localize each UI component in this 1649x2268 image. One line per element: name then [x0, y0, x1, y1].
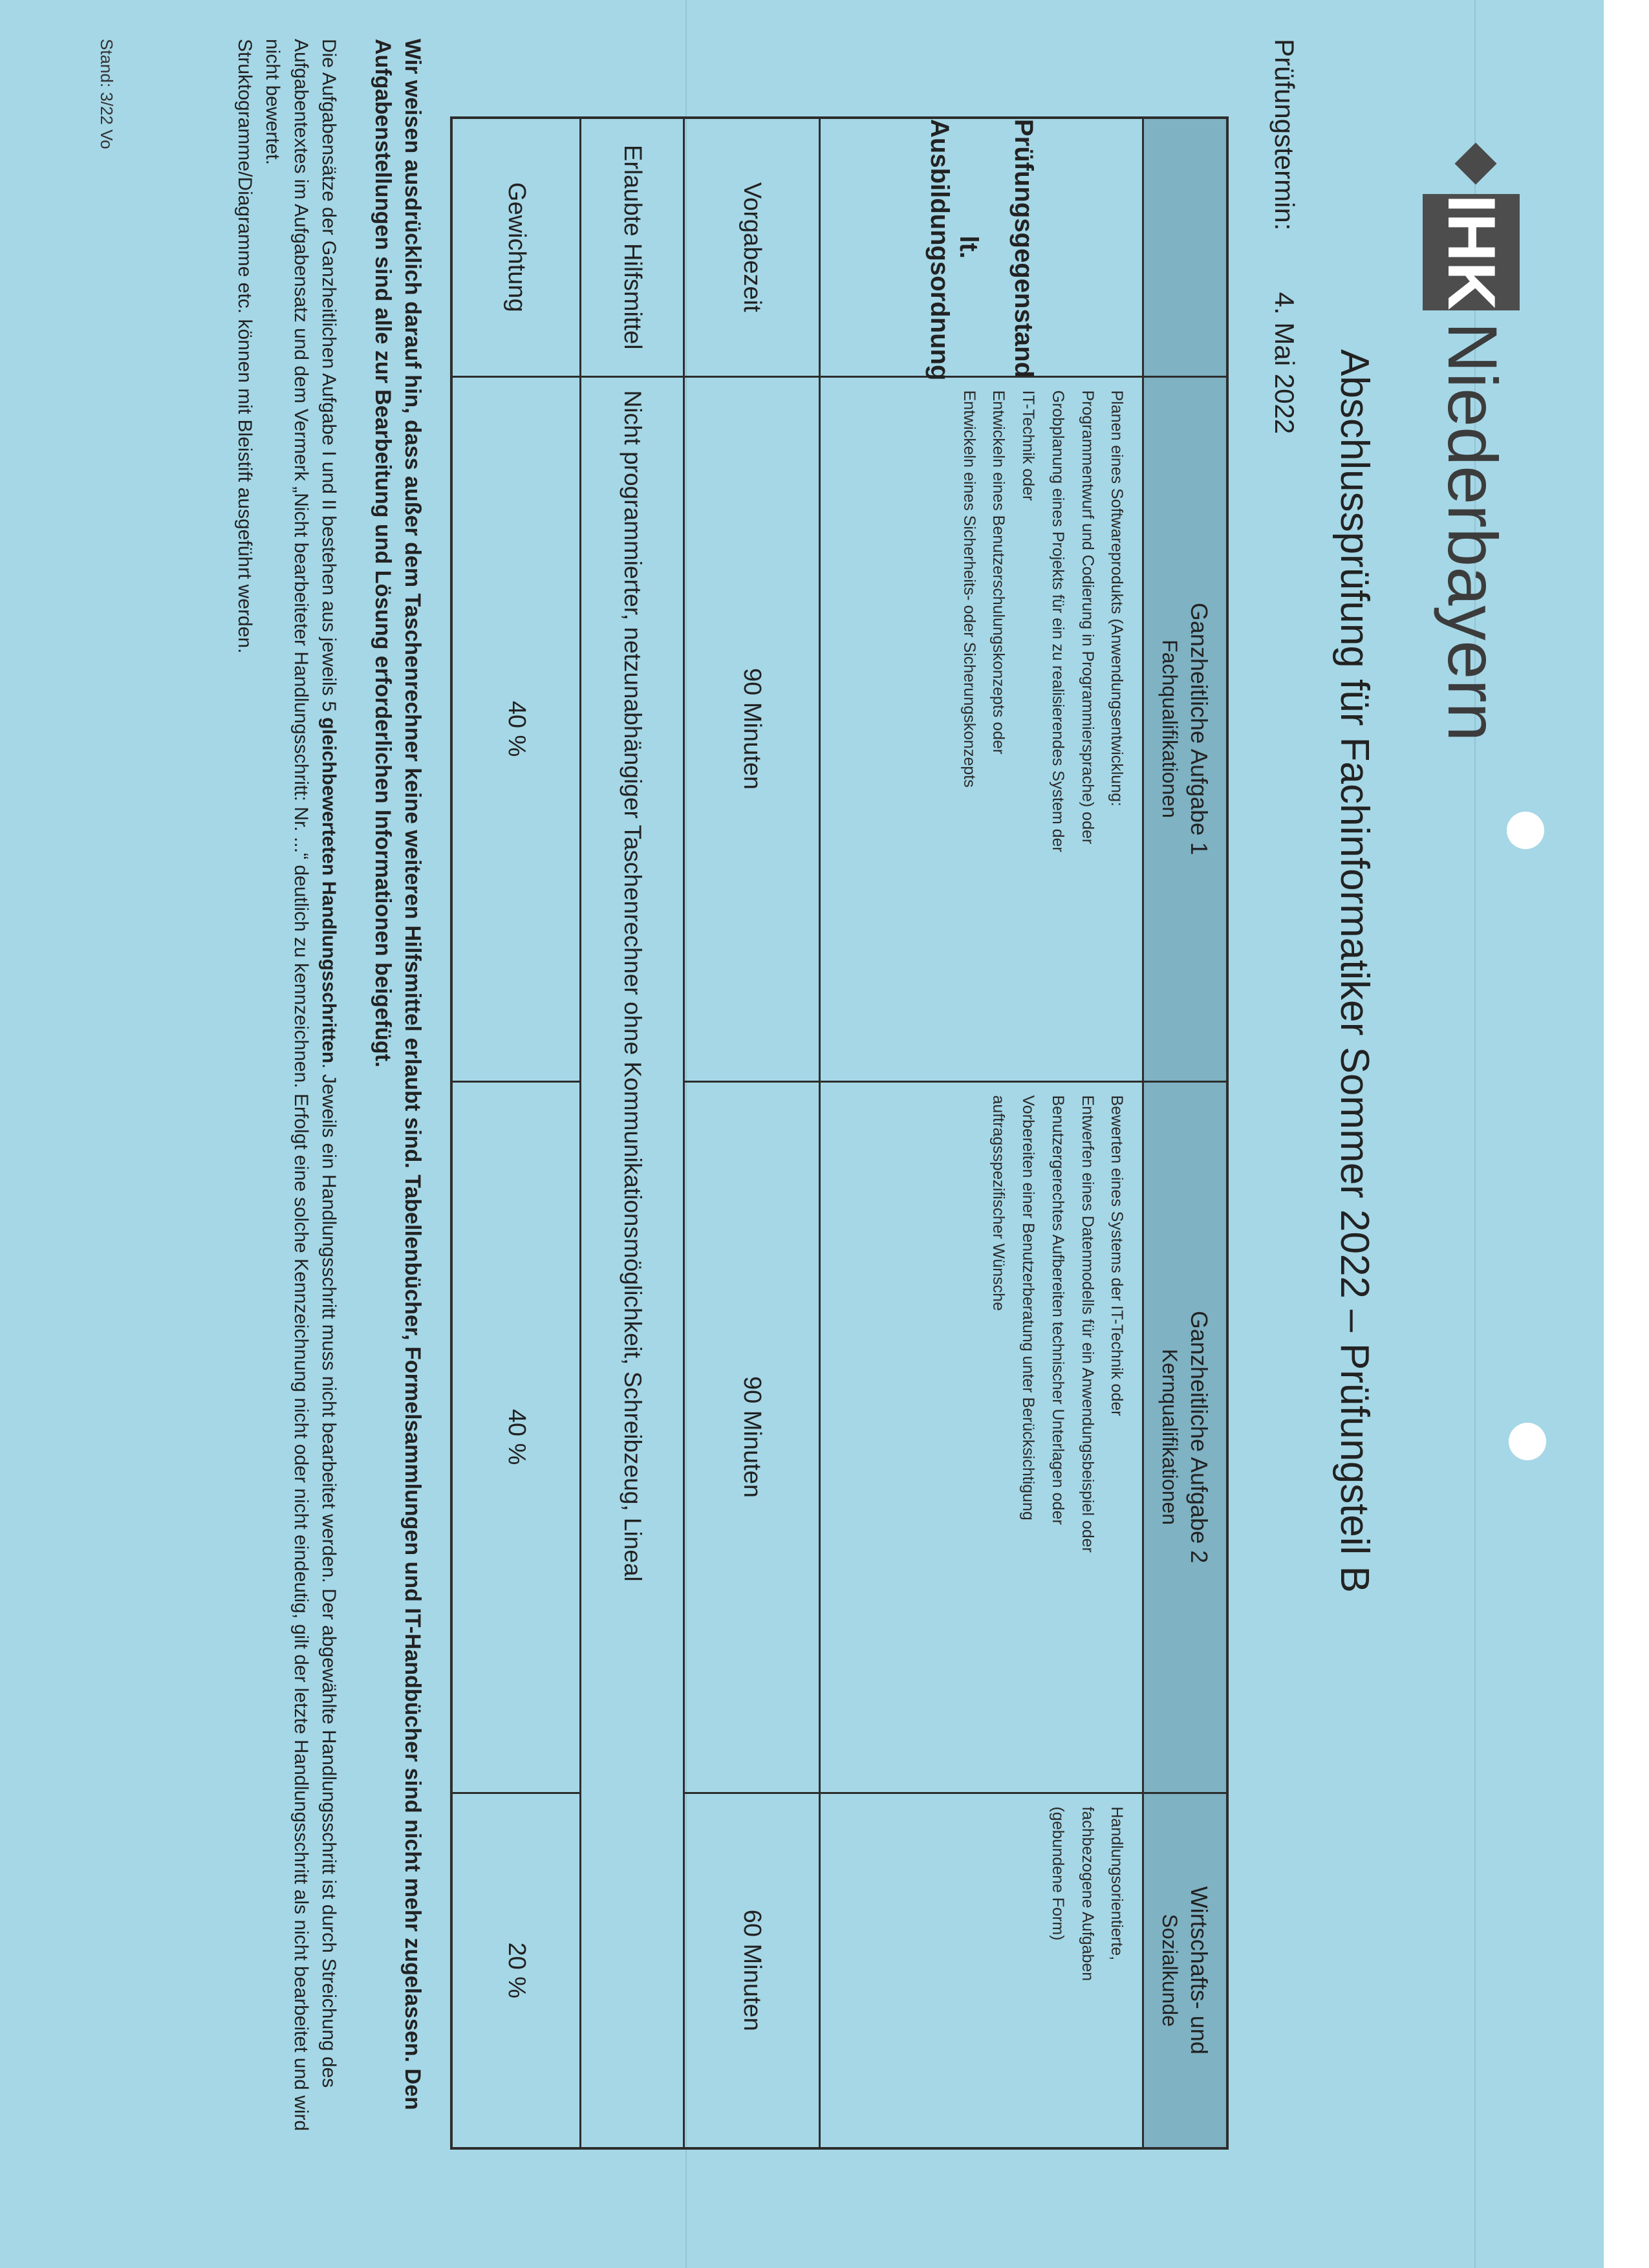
rules-emphasis: gleichbewerteten Handlungsschritten	[318, 717, 340, 1064]
exam-date-label: Prüfungstermin:	[1269, 39, 1300, 231]
page-title: Abschlussprüfung für Fachinformatiker Sommer 2022 – Prüfungsteil B	[1332, 349, 1377, 1593]
subject-line: (gebundene Form)	[1049, 1806, 1067, 1941]
column-header	[1143, 1081, 1227, 1793]
exam-date-value: 4. Mai 2022	[1269, 292, 1300, 435]
status-footer: Stand: 3/22 Vo	[97, 39, 116, 149]
rules-paragraph	[230, 39, 343, 2173]
row-label-time: Vorgabezeit	[684, 118, 820, 376]
subject-line: fachbezogene Aufgaben	[1078, 1806, 1097, 1982]
subject-line: Entwickeln eines Benutzerschulungskonzepts oder	[989, 390, 1008, 755]
subject-line: Benutzergerechtes Aufbereiten technischer Unterlagen oder	[1049, 1095, 1067, 1525]
weight-cell: 40 %	[451, 376, 581, 1081]
column-title: Ganzheitliche Aufgabe 2	[1186, 1310, 1213, 1564]
table-row-tools	[581, 118, 684, 2148]
logo-abbreviation: IHK	[1423, 194, 1520, 310]
rules-text: Die Aufgabensätze der Ganzheitlichen Aufgabe I und II bestehen aus jeweils 5	[318, 39, 340, 718]
column-title: Wirtschafts- und	[1186, 1886, 1213, 2055]
notes-section	[230, 39, 427, 2173]
weight-cell: 40 %	[451, 1081, 581, 1793]
row-label-line: Prüfungsgegenstand	[1009, 119, 1039, 378]
subject-line: Bewerten eines Systems der IT-Technik oder	[1108, 1095, 1126, 1416]
subject-line: Entwickeln eines Sicherheits- oder Sicherungskonzepts	[960, 390, 978, 788]
subject-line: Entwerfen eines Datenmodells für ein Anwendungsbeispiel oder	[1078, 1095, 1097, 1553]
table-row-subject	[820, 118, 1143, 2148]
notice-paragraph: Wir weisen ausdrücklich darauf hin, dass außer dem Taschenrechner keine weiteren Hilfsmittel erlaubt sind. Tabellenbücher, Formelsammlungen und IT-Handbücher sind nicht mehr zugelassen. Den Aufgabenstellungen sind alle zur Bearbeitung und Lösung erforderlichen Informationen beigefügt.	[371, 39, 425, 2110]
column-title: Ganzheitliche Aufgabe 1	[1186, 602, 1213, 856]
subject-line: Vorbereiten einer Benutzerberatung unter Berücksichtigung	[1019, 1095, 1038, 1520]
column-subtitle: Sozialkunde	[1158, 1914, 1182, 2027]
subject-cell-task1	[820, 376, 1143, 1081]
rules-text: . Jeweils ein Handlungsschritt muss nicht bearbeitet werden. Der abgewählte Handlungsschritt ist durch Streichung des Aufgabentextes im Aufgabensatz und dem Vermerk „Nicht bearbeiteter Handlungsschritt: Nr. ...“ deutlich zu kennzeichnen. Erfolgt eine solche Kennzeichnung nicht oder nicht eindeutig, gilt der letzte Handlungsschritt als nicht bearbeitet und wird nicht bewertet.	[262, 39, 340, 2132]
row-label-tools: Erlaubte Hilfsmittel	[581, 118, 684, 376]
table-row-weight	[451, 118, 581, 2148]
subject-line: Planen eines Softwareprodukts (Anwendungsentwicklung:	[1108, 390, 1126, 806]
column-header	[1143, 1793, 1227, 2148]
time-cell: 90 Minuten	[684, 376, 820, 1081]
subject-line: Programmentwurf und Codierung in Programmiersprache) oder	[1078, 390, 1097, 845]
rules-last-line: Struktogramme/Diagramme etc. können mit Bleistift ausgeführt werden.	[233, 39, 255, 654]
time-cell: 60 Minuten	[684, 1793, 820, 2148]
header-empty-cell	[1143, 118, 1227, 376]
table-row-time	[684, 118, 820, 2148]
subject-line: Grobplanung eines Projekts für ein zu realisierendes System der	[1049, 390, 1067, 852]
column-subtitle: Fachqualifikationen	[1158, 640, 1182, 818]
subject-line: Handlungsorientierte,	[1108, 1806, 1126, 1961]
row-label-weight: Gewichtung	[451, 118, 581, 376]
column-header	[1143, 376, 1227, 1081]
row-label-subject	[820, 118, 1143, 381]
logo-diamond-icon	[1454, 142, 1496, 184]
row-label-line: lt. Ausbildungsordnung	[925, 119, 984, 381]
logo-region: Niederbayern	[1434, 322, 1512, 742]
weight-cell: 20 %	[451, 1793, 581, 2148]
exam-date-line	[1269, 39, 1300, 434]
tools-cell: Nicht programmierter, netzunabhängiger Taschenrechner ohne Kommunikationsmöglichkeit, Schreibzeug, Lineal	[581, 376, 684, 2148]
subject-line: IT-Technik oder	[1019, 390, 1038, 501]
subject-cell-economics	[820, 1793, 1143, 2148]
time-cell: 90 Minuten	[684, 1081, 820, 1793]
subject-line: auftragsspezifischer Wünsche	[989, 1095, 1008, 1311]
subject-cell-task2	[820, 1081, 1143, 1793]
exam-table	[450, 116, 1229, 2150]
column-subtitle: Kernqualifikationen	[1158, 1348, 1182, 1526]
table-header-row	[1143, 118, 1227, 2148]
